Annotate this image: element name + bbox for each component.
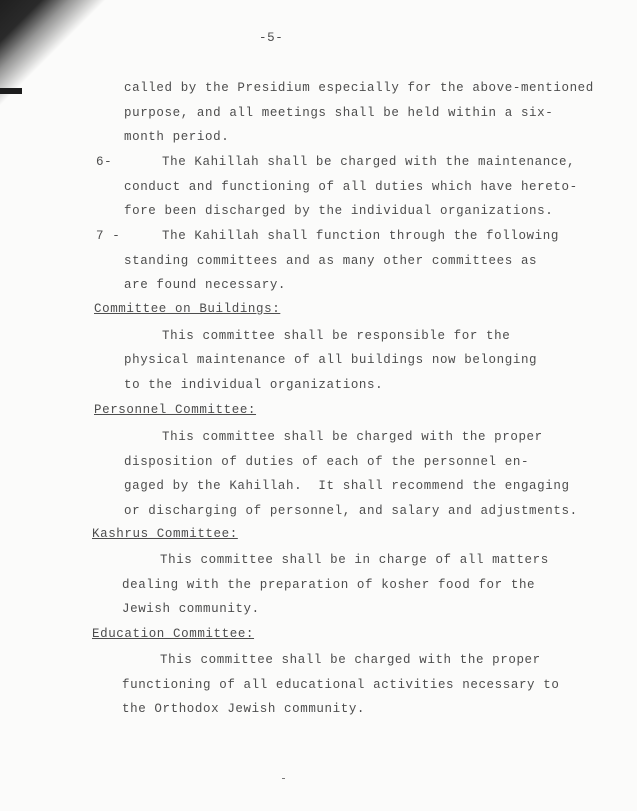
item-7-line: The Kahillah shall function through the following: [162, 229, 559, 243]
item-7-line: standing committees and as many other committees as: [124, 254, 538, 268]
item-6-number: 6-: [96, 155, 113, 169]
continuation-line: purpose, and all meetings shall be held within a six-: [124, 106, 554, 120]
committee-body-line: This committee shall be charged with the proper: [160, 653, 541, 667]
committee-heading-personnel: Personnel Committee:: [94, 403, 257, 417]
item-6-line: fore been discharged by the individual organizations.: [124, 204, 554, 218]
committee-body-line: dealing with the preparation of kosher food for the: [122, 578, 536, 592]
page-mark: [282, 778, 285, 779]
committee-body-line: to the individual organizations.: [124, 378, 384, 392]
committee-body-line: This committee shall be responsible for the: [162, 329, 511, 343]
committee-body-line: the Orthodox Jewish community.: [122, 702, 366, 716]
committee-heading-education: Education Committee:: [92, 627, 255, 641]
scan-corner-shadow: [0, 0, 110, 120]
continuation-line: called by the Presidium especially for the above-mentioned: [124, 81, 594, 95]
committee-body-line: This committee shall be in charge of all matters: [160, 553, 549, 567]
committee-body-line: disposition of duties of each of the personnel en-: [124, 455, 530, 469]
committee-body-line: Jewish community.: [122, 602, 260, 616]
item-6-line: The Kahillah shall be charged with the maintenance,: [162, 155, 576, 169]
committee-body-line: functioning of all educational activities necessary to: [122, 678, 560, 692]
committee-heading-kashrus: Kashrus Committee:: [92, 527, 238, 541]
committee-body-line: or discharging of personnel, and salary and adjustments.: [124, 504, 578, 518]
page-number: -5-: [259, 31, 284, 45]
committee-body-line: gaged by the Kahillah. It shall recommend the engaging: [124, 479, 570, 493]
committee-heading-buildings: Committee on Buildings:: [94, 302, 281, 316]
committee-body-line: physical maintenance of all buildings now belonging: [124, 353, 538, 367]
item-6-line: conduct and functioning of all duties which have hereto-: [124, 180, 578, 194]
item-7-number: 7 -: [96, 229, 121, 243]
committee-body-line: This committee shall be charged with the proper: [162, 430, 543, 444]
scan-corner-mark: [0, 88, 22, 94]
item-7-line: are found necessary.: [124, 278, 287, 292]
continuation-line: month period.: [124, 130, 230, 144]
